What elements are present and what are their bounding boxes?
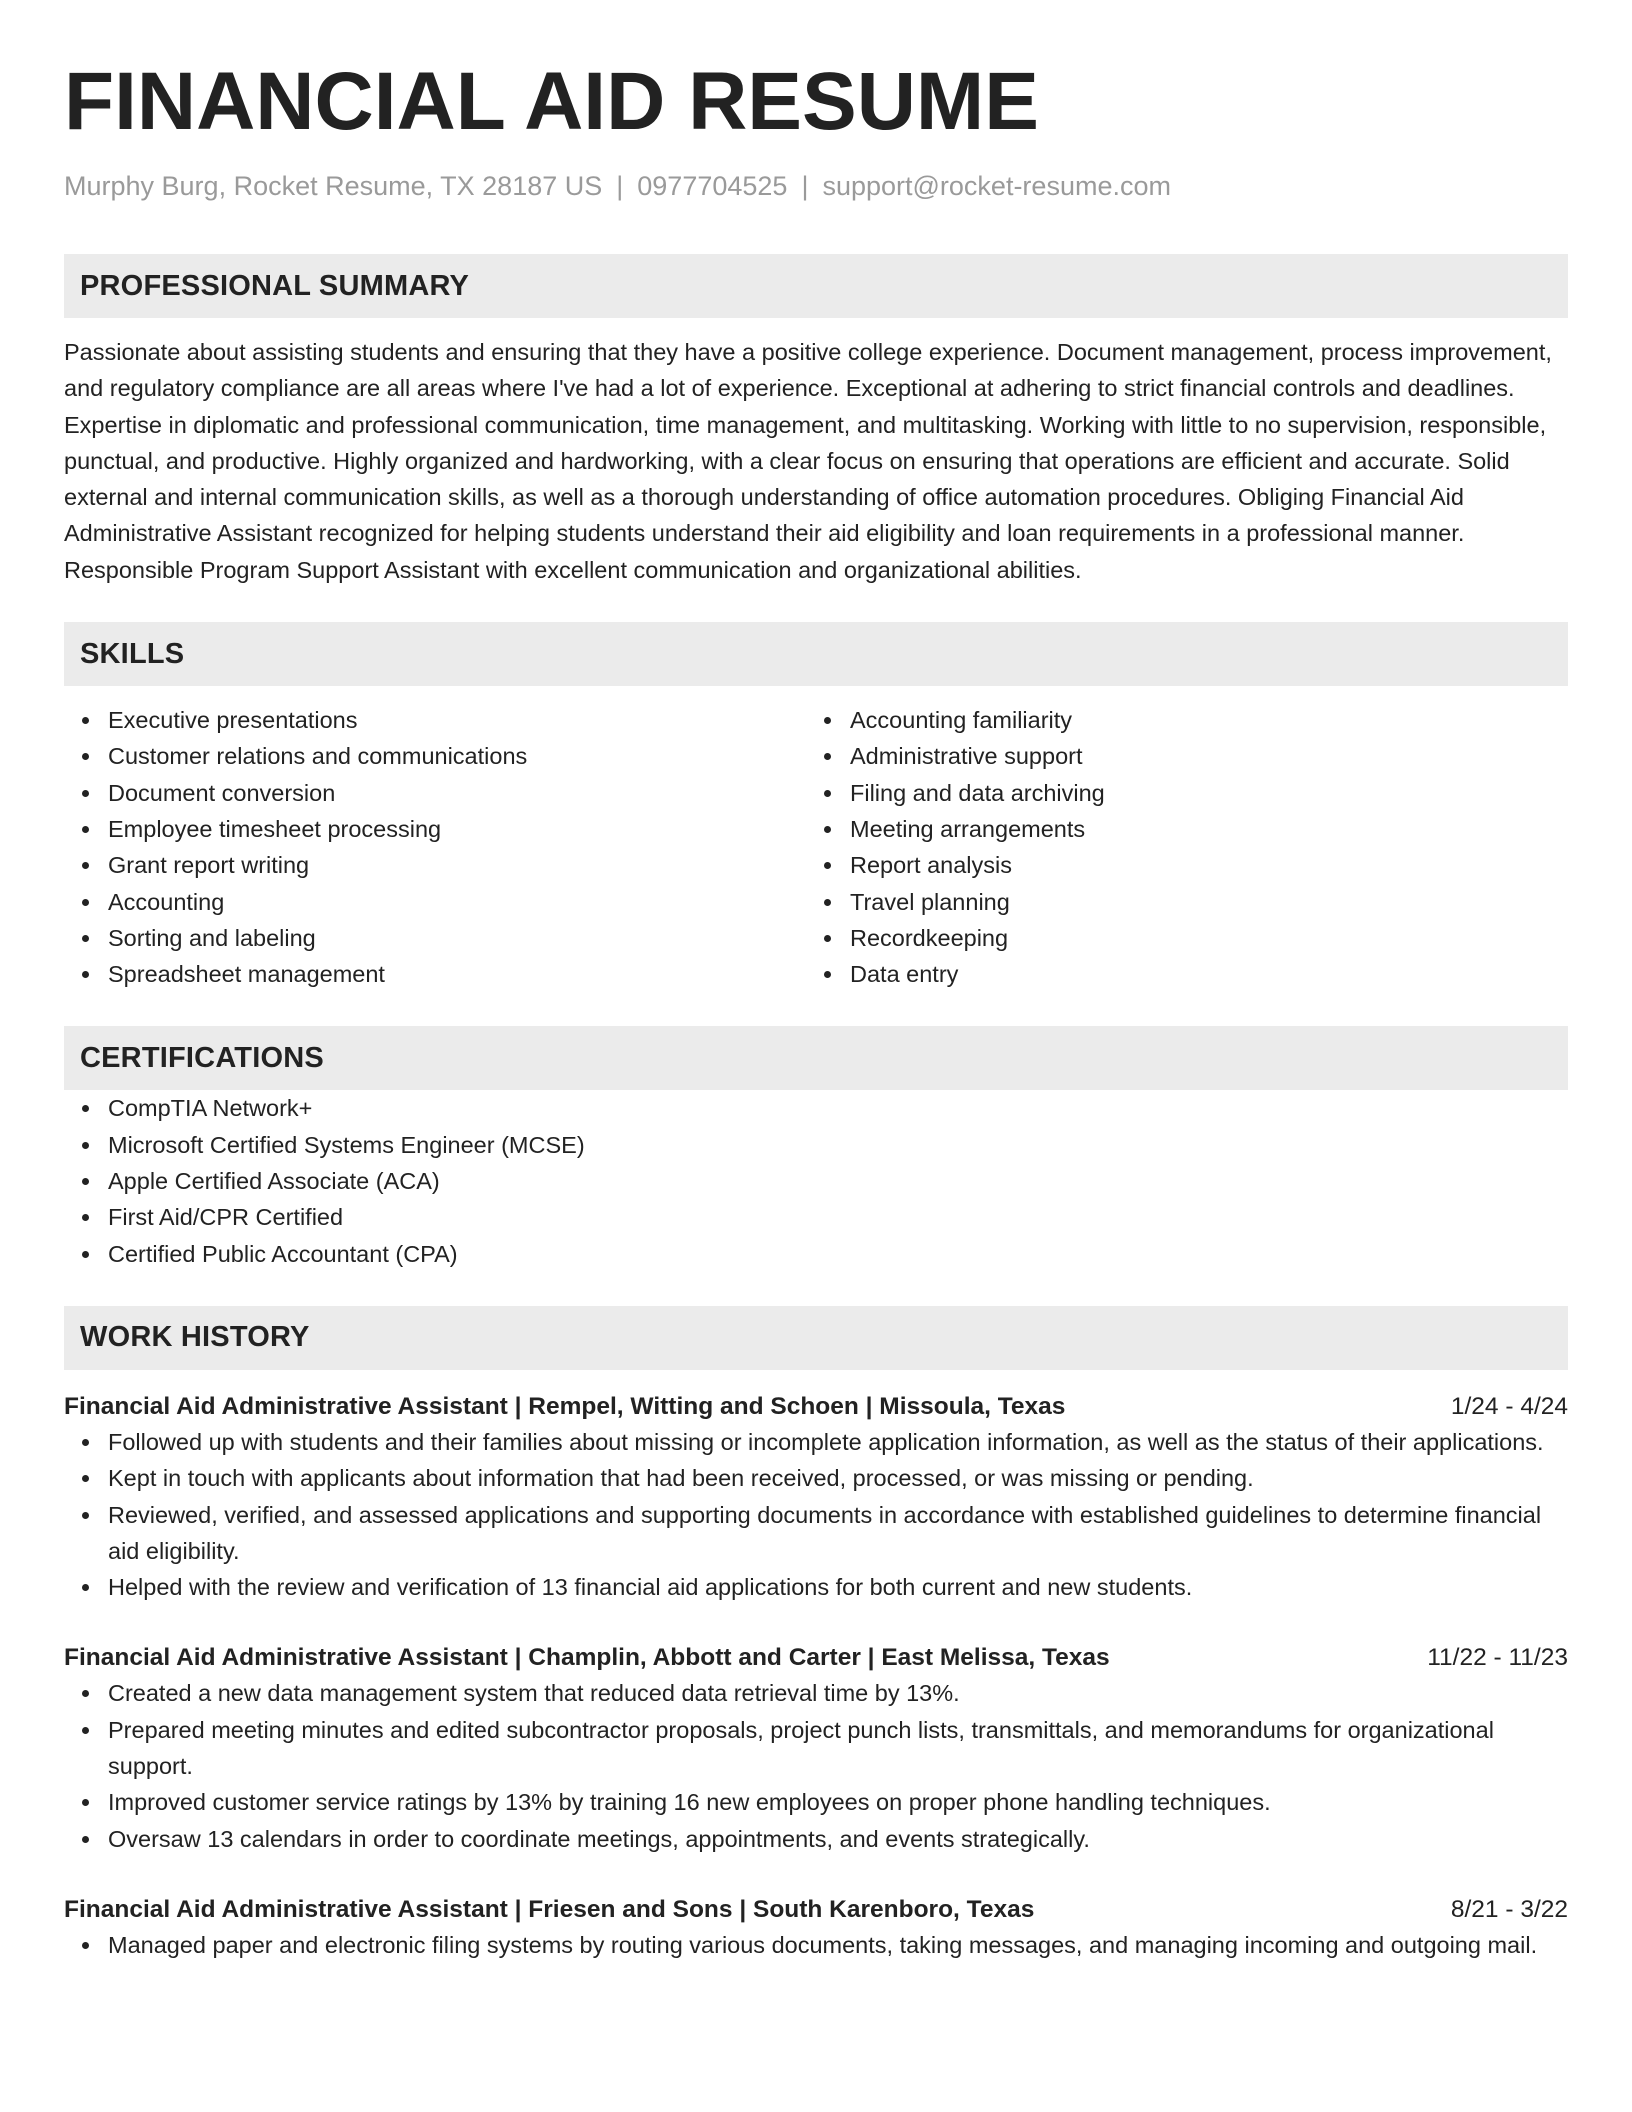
skill-item: Recordkeeping <box>806 920 1548 956</box>
resume-title: FINANCIAL AID RESUME <box>64 56 1039 147</box>
skills-section <box>64 622 1568 992</box>
certification-item: Microsoft Certified Systems Engineer (MCSE) <box>64 1127 1568 1163</box>
work-history-section <box>64 1306 1568 1963</box>
contact-line <box>64 168 1568 204</box>
skill-item: Executive presentations <box>64 702 806 738</box>
skill-item: Document conversion <box>64 775 806 811</box>
section-heading-skills: SKILLS <box>64 622 1568 686</box>
certification-item: First Aid/CPR Certified <box>64 1199 1568 1235</box>
skill-item: Sorting and labeling <box>64 920 806 956</box>
certification-item: Apple Certified Associate (ACA) <box>64 1163 1568 1199</box>
contact-separator: | <box>801 171 809 201</box>
job-bullets <box>64 1927 1568 1963</box>
skill-item: Data entry <box>806 956 1548 992</box>
contact-separator: | <box>616 171 624 201</box>
skill-item: Customer relations and communications <box>64 738 806 774</box>
certifications-section <box>64 1026 1568 1271</box>
summary-text: Passionate about assisting students and ensuring that they have a positive college experience. Document management, process improvement, and regulatory compliance are all areas where I've had a lot of experience. Exceptional at adhering to strict financial controls and deadlines. Expertise in diplomatic and professional communication, time management, and multitasking. Working with little to no supervision, responsible, punctual, and productive. Highly organized and hardworking, with a clear focus on ensuring that operations are efficient and accurate. Solid external and internal communication skills, as well as a thorough understanding of office automation procedures. Obliging Financial Aid Administrative Assistant recognized for helping students understand their aid eligibility and loan requirements in a professional manner. Responsible Program Support Assistant with excellent communication and organizational abilities. <box>64 339 1552 583</box>
job-dates: 1/24 - 4/24 <box>1450 1392 1568 1420</box>
skills-grid <box>64 702 1568 992</box>
job-dates: 8/21 - 3/22 <box>1450 1895 1568 1923</box>
skill-item: Grant report writing <box>64 847 806 883</box>
job-title: Financial Aid Administrative Assistant | Friesen and Sons | South Karenboro, Texas <box>64 1895 1035 1923</box>
job-bullet: Followed up with students and their families about missing or incomplete application information, as well as the status of their applications. <box>64 1424 1568 1460</box>
job-entry <box>64 1390 1568 1605</box>
skills-list-left <box>64 702 806 992</box>
contact-phone: 0977704525 <box>637 171 788 201</box>
job-bullet: Managed paper and electronic filing systems by routing various documents, taking messages, and managing incoming and outgoing mail. <box>64 1927 1568 1963</box>
resume-page <box>64 52 1568 1963</box>
job-entry <box>64 1893 1568 1963</box>
job-bullet: Prepared meeting minutes and edited subcontractor proposals, project punch lists, transmittals, and memorandums for organizational support. <box>64 1712 1568 1785</box>
section-heading-work-history: WORK HISTORY <box>64 1306 1568 1370</box>
job-bullet: Kept in touch with applicants about information that had been received, processed, or was missing or pending. <box>64 1460 1568 1496</box>
skills-list-right <box>806 702 1548 992</box>
job-bullet: Helped with the review and verification of 13 financial aid applications for both current and new students. <box>64 1569 1568 1605</box>
skill-item: Filing and data archiving <box>806 775 1548 811</box>
skill-item: Spreadsheet management <box>64 956 806 992</box>
professional-summary-section <box>64 254 1568 588</box>
job-bullet: Reviewed, verified, and assessed applications and supporting documents in accordance with established guidelines to determine financial aid eligibility. <box>64 1497 1568 1570</box>
job-title: Financial Aid Administrative Assistant | Rempel, Witting and Schoen | Missoula, Texas <box>64 1392 1066 1420</box>
section-heading-certifications: CERTIFICATIONS <box>64 1026 1568 1090</box>
contact-address: Murphy Burg, Rocket Resume, TX 28187 US <box>64 171 603 201</box>
job-header <box>64 1390 1568 1424</box>
job-header <box>64 1893 1568 1927</box>
job-bullet: Improved customer service ratings by 13% by training 16 new employees on proper phone handling techniques. <box>64 1784 1568 1820</box>
skill-item: Accounting familiarity <box>806 702 1548 738</box>
certification-item: CompTIA Network+ <box>64 1090 1568 1126</box>
skill-item: Accounting <box>64 884 806 920</box>
job-bullets <box>64 1675 1568 1856</box>
skill-item: Employee timesheet processing <box>64 811 806 847</box>
job-header <box>64 1641 1568 1675</box>
skill-item: Report analysis <box>806 847 1548 883</box>
job-title: Financial Aid Administrative Assistant | Champlin, Abbott and Carter | East Melissa, Texas <box>64 1644 1110 1672</box>
certification-item: Certified Public Accountant (CPA) <box>64 1236 1568 1272</box>
skill-item: Travel planning <box>806 884 1548 920</box>
job-bullet: Oversaw 13 calendars in order to coordinate meetings, appointments, and events strategically. <box>64 1821 1568 1857</box>
skill-item: Meeting arrangements <box>806 811 1548 847</box>
job-bullets <box>64 1424 1568 1605</box>
job-entry <box>64 1641 1568 1856</box>
contact-email: support@rocket-resume.com <box>822 171 1171 201</box>
job-dates: 11/22 - 11/23 <box>1427 1644 1568 1672</box>
certifications-list <box>64 1090 1568 1271</box>
section-heading-summary: PROFESSIONAL SUMMARY <box>64 254 1568 318</box>
job-bullet: Created a new data management system that reduced data retrieval time by 13%. <box>64 1675 1568 1711</box>
skill-item: Administrative support <box>806 738 1548 774</box>
